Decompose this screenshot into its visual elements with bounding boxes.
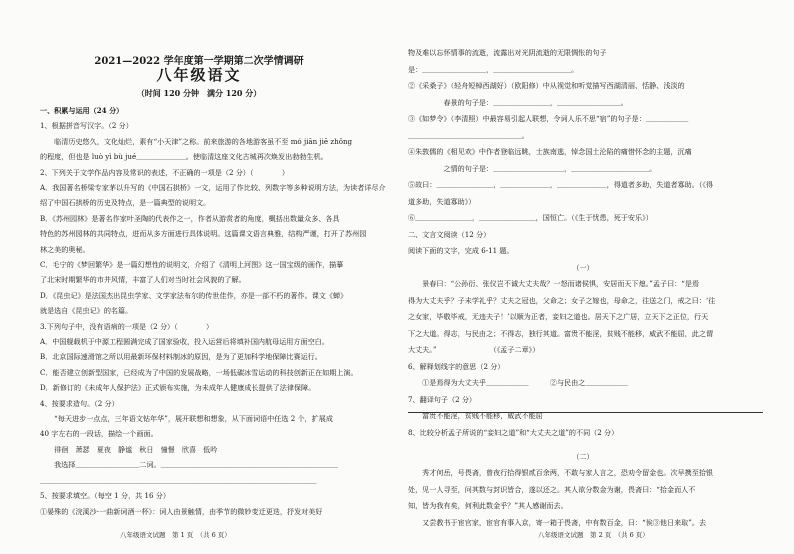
left-line: 4、按要求造句。（2 分）	[40, 398, 119, 408]
right-line: 道多助，失道寡助》）	[408, 196, 476, 206]
left-line: 了北宋时期繁华的市井风情，丰富了人们对当时社会风貌的了解。	[40, 275, 246, 285]
left-line: 我选择＿＿＿＿＿＿＿＿＿二词。＿＿＿＿＿＿＿＿＿＿＿＿＿＿＿＿＿＿＿＿＿＿＿＿＿	[40, 460, 338, 470]
left-line: ＿＿＿＿＿＿＿＿＿＿＿＿＿＿＿＿＿＿＿＿＿＿＿＿＿＿＿＿＿＿＿＿＿＿＿＿＿＿＿	[40, 475, 317, 485]
right-line: ⑤故曰：＿＿＿＿＿＿＿＿，＿＿＿＿＿＿＿，＿＿＿＿＿＿＿，得道者多助，失道者寡助。（《得	[408, 180, 714, 189]
right-line: ①是焉得为大丈夫乎＿＿＿＿＿＿ ②与民由之＿＿＿＿＿＿	[408, 378, 628, 387]
right-line: 下之大道。得志，与民由之；不得志，独行其道。富贵不能淫，贫贱不能移，威武不能屈，此之谓	[408, 328, 714, 338]
right-line: 富贵不能淫，贫贱不能移，威武不能屈	[408, 411, 543, 420]
left-line: D．《昆虫记》是法国杰出昆虫学家、文学家法布尔的传世佳作，亦是一部不朽的著作。课文《蝉》	[40, 290, 348, 300]
exam-title: 2021—2022 学年度第一学期第二次学情调研	[94, 56, 304, 67]
left-line: 临清历史悠久，文化灿烂，素有“小天津”之称。前来旅游的各地游客虽不至 mó jiān jiē zhǒng	[40, 136, 353, 146]
right-line: 7、翻译句子（2 分）	[408, 394, 477, 404]
subject-title: 八年级语文	[156, 66, 242, 84]
right-line: 大丈夫。” （《孟子二章》）	[408, 345, 540, 354]
right-line: 阅读下面的文字，完成 6-11 题。	[408, 246, 514, 255]
right-line: 6、解释划线字的意思（2 分）	[408, 361, 505, 371]
left-line: 特色的苏州园林的共同特点，进而从多方面进行具体说明。这篇课文语言典雅，结构严谨，打开了苏州园	[40, 229, 367, 239]
right-page-footer: 八年级语文试题 第 2 页 （共 6 页）	[538, 531, 649, 539]
right-line: 春景的句子是：＿＿＿＿＿＿＿＿，＿＿＿＿＿＿＿＿＿。	[408, 97, 628, 107]
left-line: ①晏殊的《浣溪沙·一曲新词酒一杯》：词人由景触情，由季节的微妙变迁更迭，抒发对美好	[40, 507, 323, 516]
left-line: 就是选自《昆虫记》的名篇。	[40, 306, 133, 316]
left-line: 林之美的奥秘。	[40, 244, 90, 254]
left-line: 绍了中国石拱桥的历史及特点，是一篇典型的说明文。	[40, 198, 211, 208]
right-line: 二、文言文阅读（12 分）	[408, 229, 491, 239]
left-line: A．中国舰载机于中源工程圆满完成了国家验收，投入运营后将填补国内航母运用方面空白。	[40, 337, 329, 346]
left-line: “每天进步一点点，三年语文钻年华”，展开联想和想象，从下面词语中任选 2 个，扩展成	[40, 414, 333, 423]
right-line: （一）	[572, 262, 594, 272]
left-line: 3.下列句子中，没有语病的一项是（2 分）（ ）	[40, 321, 214, 331]
left-line: A．我国著名桥梁专家茅以升写的《中国石拱桥》一文，运用了作比较、列数字等多种说明方法，为读者详尽介	[40, 183, 386, 192]
left-line: 5、按要求填空。（每空 1 分，共 16 分）	[40, 491, 170, 500]
left-line: 徘徊 萧瑟 夏夜 静谧 秋日 憧憬 欣喜 低吟	[40, 444, 218, 454]
right-line: ②《采桑子》（轻舟短棹西湖好）（欧阳修）中从视觉和听觉描写西湖清丽、恬静、浅淡的	[408, 81, 685, 90]
right-line: ⑥＿＿＿＿＿＿＿＿，＿＿＿＿＿＿＿＿，国恒亡。（《生于忧患，死于安乐》）	[408, 213, 653, 222]
answer-rule	[408, 412, 763, 413]
left-line: C．能否建立创新型国家，已经成为了中国的发展战略，一场低碳冰雪运动的科技创新正在如期上演。	[40, 367, 358, 377]
exam-meta: （时间 120 分钟 满分 120 分）	[136, 88, 262, 98]
right-line: 知，皆为我有矣，何利此数金乎？”其人感谢而去。	[408, 501, 568, 510]
right-line: 景春曰：“公孙衍、张仪岂不诚大丈夫哉？一怒而诸侯惧，安居而天下熄。”孟子曰：“是焉	[408, 279, 700, 288]
right-line: 之情的句子是：＿＿＿＿＿＿＿＿＿＿，＿＿＿＿＿＿＿＿＿＿＿。	[408, 163, 657, 173]
left-line: 2、下列关于文学作品内容及常识的表述，不正确的一项是（2 分）（ ）	[40, 167, 289, 177]
right-line: 是：＿＿＿＿＿＿＿＿＿，＿＿＿＿＿＿＿＿＿＿＿。	[408, 64, 579, 74]
right-line: （二）	[572, 451, 594, 461]
left-line: 40 字左右的一段话，描绘一个画面。	[40, 429, 158, 439]
left-page-footer: 八年级语文试题 第 1 页 （共 6 页）	[120, 531, 231, 539]
left-line: B．《苏州园林》是著名作家叶圣陶的代表作之一，作者从游赏者的角度，概括出数量众多、各具	[40, 213, 340, 223]
right-line: 得为大丈夫乎？子未学礼乎？丈夫之冠也，父命之；女子之嫁也，母命之，往送之门，戒之曰：‘往	[408, 295, 716, 305]
right-line: ③《如梦令》（李清照）中最容易引起人联想，令词人乐不思“宿”的句子是：＿＿＿＿＿＿	[408, 114, 689, 123]
right-line: 秀才何岳，号畏斋，曾夜行拾得银贰百余两，不敢与家人言之，恐劝令留金也。次早携至拾银	[408, 468, 714, 477]
left-line: B．北京国际速滑馆之所以用最新环保材料制冰的原因，是为了更加科学地保障比赛运行。	[40, 352, 322, 362]
left-line: C．毛宁的《梦回繁华》是一篇幻想性的说明文，介绍了《清明上河图》这一国宝级的画作，描摹	[40, 260, 344, 269]
left-line: 一、积累与运用（24 分）	[40, 106, 124, 115]
right-line: 物及难以忘怀情事的流逝，流露出对光阴流逝的无限惆怅的句子	[408, 48, 607, 57]
right-line: 又尝教书于宦官家，宦官有事入京，寄一箱于畏斋，中有数百金，曰：“俟③他日来取”。去	[408, 517, 707, 527]
right-line: 之女家，毕敬毕戒，无违夫子！’以顺为正者，妾妇之道也。居天下之广居，立天下之正位，行天	[408, 312, 709, 321]
left-line: 的程度，但也是 luò yì bù jué＿＿＿＿＿＿＿。使临清这座文化古城再次焕发出勃勃生机。	[40, 152, 328, 162]
right-line: 处，见一人寻至，问其数与封识皆合，遂以还之。其人欲分数金为谢，畏斋曰：“拾金而人不	[408, 484, 696, 494]
right-line: ④朱敦儒的《相见欢》中作者登临远眺，士族南逃，悼念国土沦陷的痛惜怀念的主题，沉痛	[408, 147, 692, 156]
right-line: 8、比较分析孟子所说的“妾妇之道”和“大丈夫之道”的不同（2 分）	[408, 427, 619, 437]
right-line: ＿＿＿＿＿＿＿＿＿＿＿＿＿＿＿＿。	[408, 130, 529, 140]
left-line: D．新修订的《未成年人保护法》正式颁布实施，为未成年人健康成长提供了法律保障。	[40, 383, 316, 393]
left-line: 1、根据拼音写汉字。（2 分）	[40, 121, 133, 131]
